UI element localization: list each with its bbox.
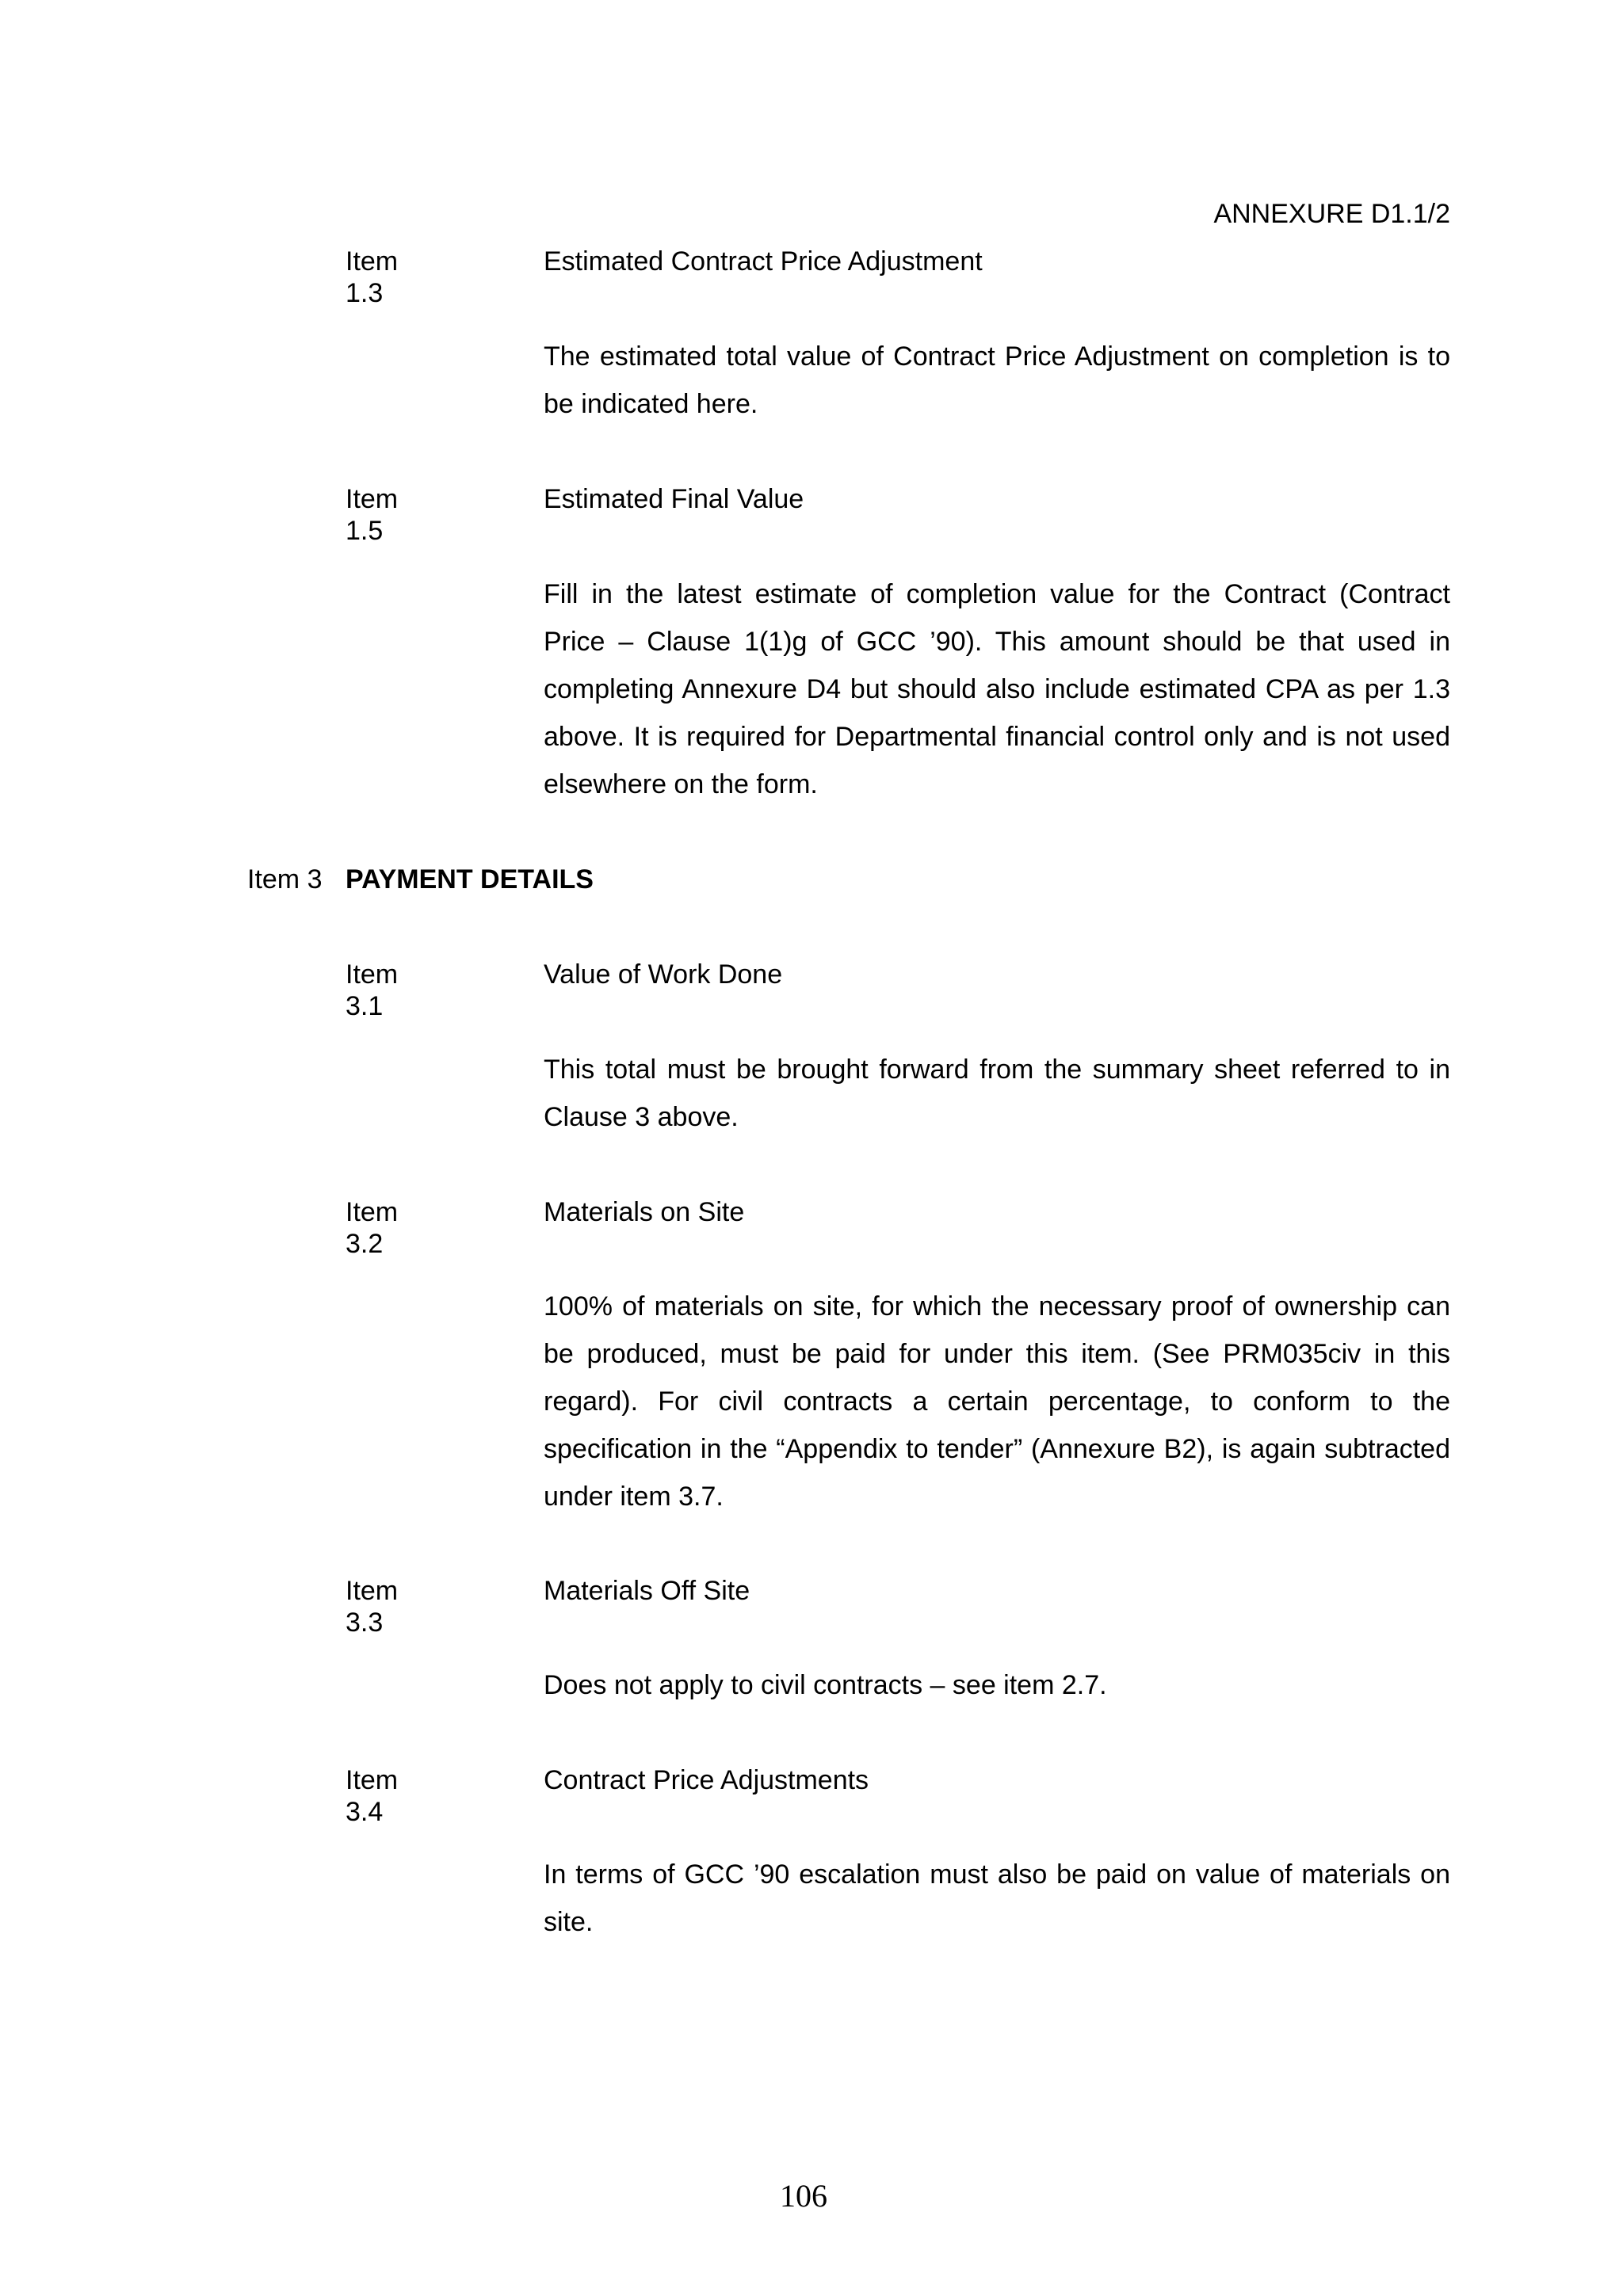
item-label: Item 1.5 — [346, 484, 399, 546]
item-title: Contract Price Adjustments — [544, 1765, 869, 1795]
item-label: Item 3.2 — [346, 1197, 399, 1259]
item-1-5-description: Fill in the latest estimate of completion value for the Contract (Contract Price – Clause 1(1)g of GCC ’90). This amount should be that used in completing Annexure D4 but should also include estimated CPA as per 1.3 above. It is required for Departmental financial control only and is not used elsewhere on the form. — [544, 579, 1450, 799]
item-1-3-description: The estimated total value of Contract Price Adjustment on completion is to be indicated here. — [544, 341, 1450, 419]
item-3-section-heading — [247, 864, 594, 895]
item-title: Materials on Site — [544, 1197, 745, 1227]
section-label: Item 3 — [247, 864, 323, 894]
annexure-reference: ANNEXURE D1.1/2 — [1213, 199, 1450, 229]
page-number: 106 — [780, 2178, 827, 2214]
item-3-1-description: This total must be brought forward from the summary sheet referred to in Clause 3 above. — [544, 1055, 1450, 1132]
item-label: Item 3.4 — [346, 1765, 399, 1827]
item-title: Materials Off Site — [544, 1576, 750, 1606]
item-title: Estimated Final Value — [544, 484, 804, 514]
item-title: Estimated Contract Price Adjustment — [544, 246, 983, 277]
item-title: Value of Work Done — [544, 959, 783, 990]
item-3-2-description: 100% of materials on site, for which the necessary proof of ownership can be produced, must be paid for under this item. (See PRM035civ in this regard). For civil contracts a certain percentage, to conform to the specification in the “Appendix to tender” (Annexure B2), is again subtracted under item 3.7. — [544, 1291, 1450, 1512]
section-title: PAYMENT DETAILS — [346, 864, 594, 894]
item-label: Item 1.3 — [346, 246, 399, 308]
item-3-4-description: In terms of GCC ’90 escalation must also be paid on value of materials on site. — [544, 1859, 1450, 1937]
item-label: Item 3.1 — [346, 959, 399, 1021]
item-label: Item 3.3 — [346, 1576, 399, 1638]
item-3-3-description: Does not apply to civil contracts – see item 2.7. — [544, 1670, 1107, 1700]
